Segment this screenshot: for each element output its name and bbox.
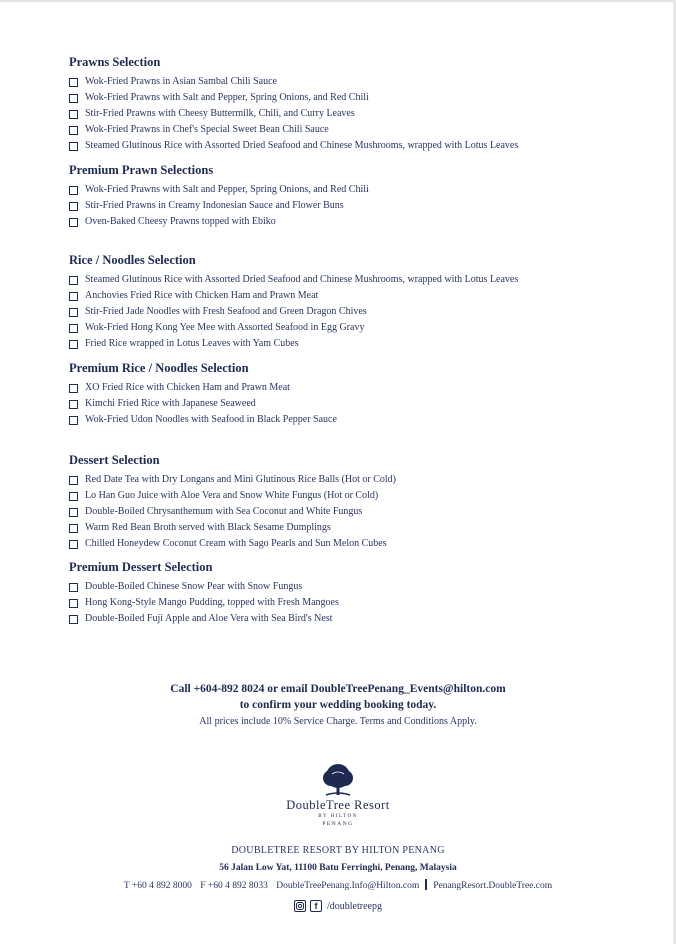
brand-sub: BY HILTON <box>318 814 358 819</box>
menu-item-label: Wok-Fried Prawns with Salt and Pepper, Spring Onions, and Red Chili <box>85 184 369 195</box>
hotel-address: 56 Jalan Low Yat, 11100 Batu Ferringhi, Penang, Malaysia <box>219 863 457 873</box>
menu-item <box>69 412 649 428</box>
cta-line-2: to confirm your wedding booking today. <box>239 699 437 711</box>
menu-item <box>69 396 649 412</box>
menu-item-label: Lo Han Guo Juice with Aloe Vera and Snow White Fungus (Hot or Cold) <box>85 490 379 501</box>
menu-item <box>69 520 649 536</box>
menu-item-label: Wok-Fried Hong Kong Yee Mee with Assorted Seafood in Egg Gravy <box>85 322 365 333</box>
menu-item <box>69 182 649 198</box>
facebook-icon[interactable]: f <box>310 900 322 912</box>
instagram-glyph <box>296 902 304 910</box>
checkbox[interactable] <box>69 540 78 549</box>
menu-item-label: Chilled Honeydew Coconut Cream with Sago Pearls and Sun Melon Cubes <box>85 538 387 549</box>
checkbox[interactable] <box>69 508 78 517</box>
hotel-name: DOUBLETREE RESORT BY HILTON PENANG <box>231 845 445 856</box>
checkbox[interactable] <box>69 492 78 501</box>
menu-item-label: Steamed Glutinous Rice with Assorted Dried Seafood and Chinese Mushrooms, wrapped with Lotus Leaves <box>85 274 519 285</box>
phone-number: T +60 4 892 8000 <box>123 881 192 891</box>
menu-item-label: XO Fried Rice with Chicken Ham and Prawn Meat <box>85 382 290 393</box>
menu-item-label: Fried Rice wrapped in Lotus Leaves with Yam Cubes <box>85 338 299 349</box>
section-title: Premium Dessert Selection <box>69 560 213 574</box>
booking-call-to-action <box>0 681 676 713</box>
menu-item-label: Steamed Glutinous Rice with Assorted Dried Seafood and Chinese Mushrooms, wrapped with Lotus Leaves <box>85 140 519 151</box>
menu-item <box>69 380 649 396</box>
menu-item <box>69 122 649 138</box>
menu-item <box>69 320 649 336</box>
menu-item-label: Wok-Fried Prawns in Asian Sambal Chili Sauce <box>85 76 277 87</box>
brand-location: PENANG <box>322 821 354 827</box>
checkbox[interactable] <box>69 94 78 103</box>
instagram-icon[interactable] <box>294 900 306 912</box>
checkbox[interactable] <box>69 340 78 349</box>
brand-name: DoubleTree Resort <box>286 798 390 812</box>
menu-item-label: Wok-Fried Prawns in Chef's Special Sweet Bean Chili Sauce <box>85 124 329 135</box>
menu-item-label: Warm Red Bean Broth served with Black Sesame Dumplings <box>85 522 331 533</box>
menu-item <box>69 472 649 488</box>
section-prawns <box>69 54 649 154</box>
section-premium-prawns <box>69 162 649 230</box>
menu-item <box>69 198 649 214</box>
menu-item <box>69 504 649 520</box>
menu-item <box>69 595 649 611</box>
checkbox[interactable] <box>69 324 78 333</box>
checkbox[interactable] <box>69 126 78 135</box>
menu-item <box>69 138 649 154</box>
section-title: Dessert Selection <box>69 453 160 467</box>
separator <box>425 879 427 890</box>
checkbox[interactable] <box>69 186 78 195</box>
checkbox[interactable] <box>69 78 78 87</box>
checkbox[interactable] <box>69 308 78 317</box>
menu-item-label: Double-Boiled Fuji Apple and Aloe Vera with Sea Bird's Nest <box>85 613 333 624</box>
menu-item <box>69 611 649 627</box>
contact-line <box>0 879 676 891</box>
section-title: Premium Prawn Selections <box>69 163 214 177</box>
checkbox[interactable] <box>69 524 78 533</box>
checkbox[interactable] <box>69 276 78 285</box>
checkbox[interactable] <box>69 110 78 119</box>
menu-item <box>69 74 649 90</box>
menu-item-label: Stir-Fried Prawns in Creamy Indonesian Sauce and Flower Buns <box>85 200 344 211</box>
menu-item-label: Kimchi Fried Rice with Japanese Seaweed <box>85 398 256 409</box>
checkbox[interactable] <box>69 476 78 485</box>
social-links <box>0 900 676 912</box>
checkbox[interactable] <box>69 292 78 301</box>
section-rice-noodles <box>69 252 649 352</box>
menu-item-label: Double-Boiled Chinese Snow Pear with Snow Fungus <box>85 581 303 592</box>
section-title: Rice / Noodles Selection <box>69 253 196 267</box>
checkbox[interactable] <box>69 218 78 227</box>
website-link[interactable]: PenangResort.DoubleTree.com <box>433 881 553 891</box>
menu-item-label: Stir-Fried Prawns with Cheesy Buttermilk, Chili, and Curry Leaves <box>85 108 355 119</box>
menu-item <box>69 288 649 304</box>
menu-item-label: Hong Kong-Style Mango Pudding, topped with Fresh Mangoes <box>85 597 339 608</box>
tree-logo-icon <box>320 762 356 798</box>
checkbox[interactable] <box>69 202 78 211</box>
section-premium-dessert <box>69 559 649 627</box>
social-handle[interactable]: /doubletreepg <box>327 900 382 912</box>
cta-line-1: Call +604-892 8024 or email DoubleTreePenang_Events@hilton.com <box>170 683 506 695</box>
checkbox[interactable] <box>69 142 78 151</box>
page-top-edge <box>0 0 676 2</box>
menu-item-label: Anchovies Fried Rice with Chicken Ham and Prawn Meat <box>85 290 319 301</box>
section-dessert <box>69 452 649 552</box>
section-title: Prawns Selection <box>69 55 161 69</box>
menu-item-label: Oven-Baked Cheesy Prawns topped with Ebiko <box>85 216 276 227</box>
menu-item <box>69 214 649 230</box>
prices-note: All prices include 10% Service Charge. Terms and Conditions Apply. <box>199 716 477 727</box>
checkbox[interactable] <box>69 615 78 624</box>
checkbox[interactable] <box>69 384 78 393</box>
menu-item <box>69 272 649 288</box>
menu-item-label: Wok-Fried Udon Noodles with Seafood in Black Pepper Sauce <box>85 414 337 425</box>
menu-item <box>69 488 649 504</box>
menu-item-label: Red Date Tea with Dry Longans and Mini Glutinous Rice Balls (Hot or Cold) <box>85 474 397 485</box>
menu-item <box>69 579 649 595</box>
menu-item <box>69 90 649 106</box>
section-premium-rice-noodles <box>69 360 649 428</box>
menu-item-label: Double-Boiled Chrysanthemum with Sea Coconut and White Fungus <box>85 506 363 517</box>
email-link[interactable]: DoubleTreePenang.Info@Hilton.com <box>276 881 420 891</box>
menu-item-label: Wok-Fried Prawns with Salt and Pepper, Spring Onions, and Red Chili <box>85 92 369 103</box>
menu-item <box>69 536 649 552</box>
checkbox[interactable] <box>69 416 78 425</box>
checkbox[interactable] <box>69 400 78 409</box>
menu-item <box>69 304 649 320</box>
section-title: Premium Rice / Noodles Selection <box>69 361 249 375</box>
checkbox[interactable] <box>69 599 78 608</box>
menu-item-label: Stir-Fried Jade Noodles with Fresh Seafood and Green Dragon Chives <box>85 306 367 317</box>
menu-item <box>69 106 649 122</box>
checkbox[interactable] <box>69 583 78 592</box>
fax-number: F +60 4 892 8033 <box>200 881 268 891</box>
menu-item <box>69 336 649 352</box>
doubletree-logo <box>0 762 676 828</box>
